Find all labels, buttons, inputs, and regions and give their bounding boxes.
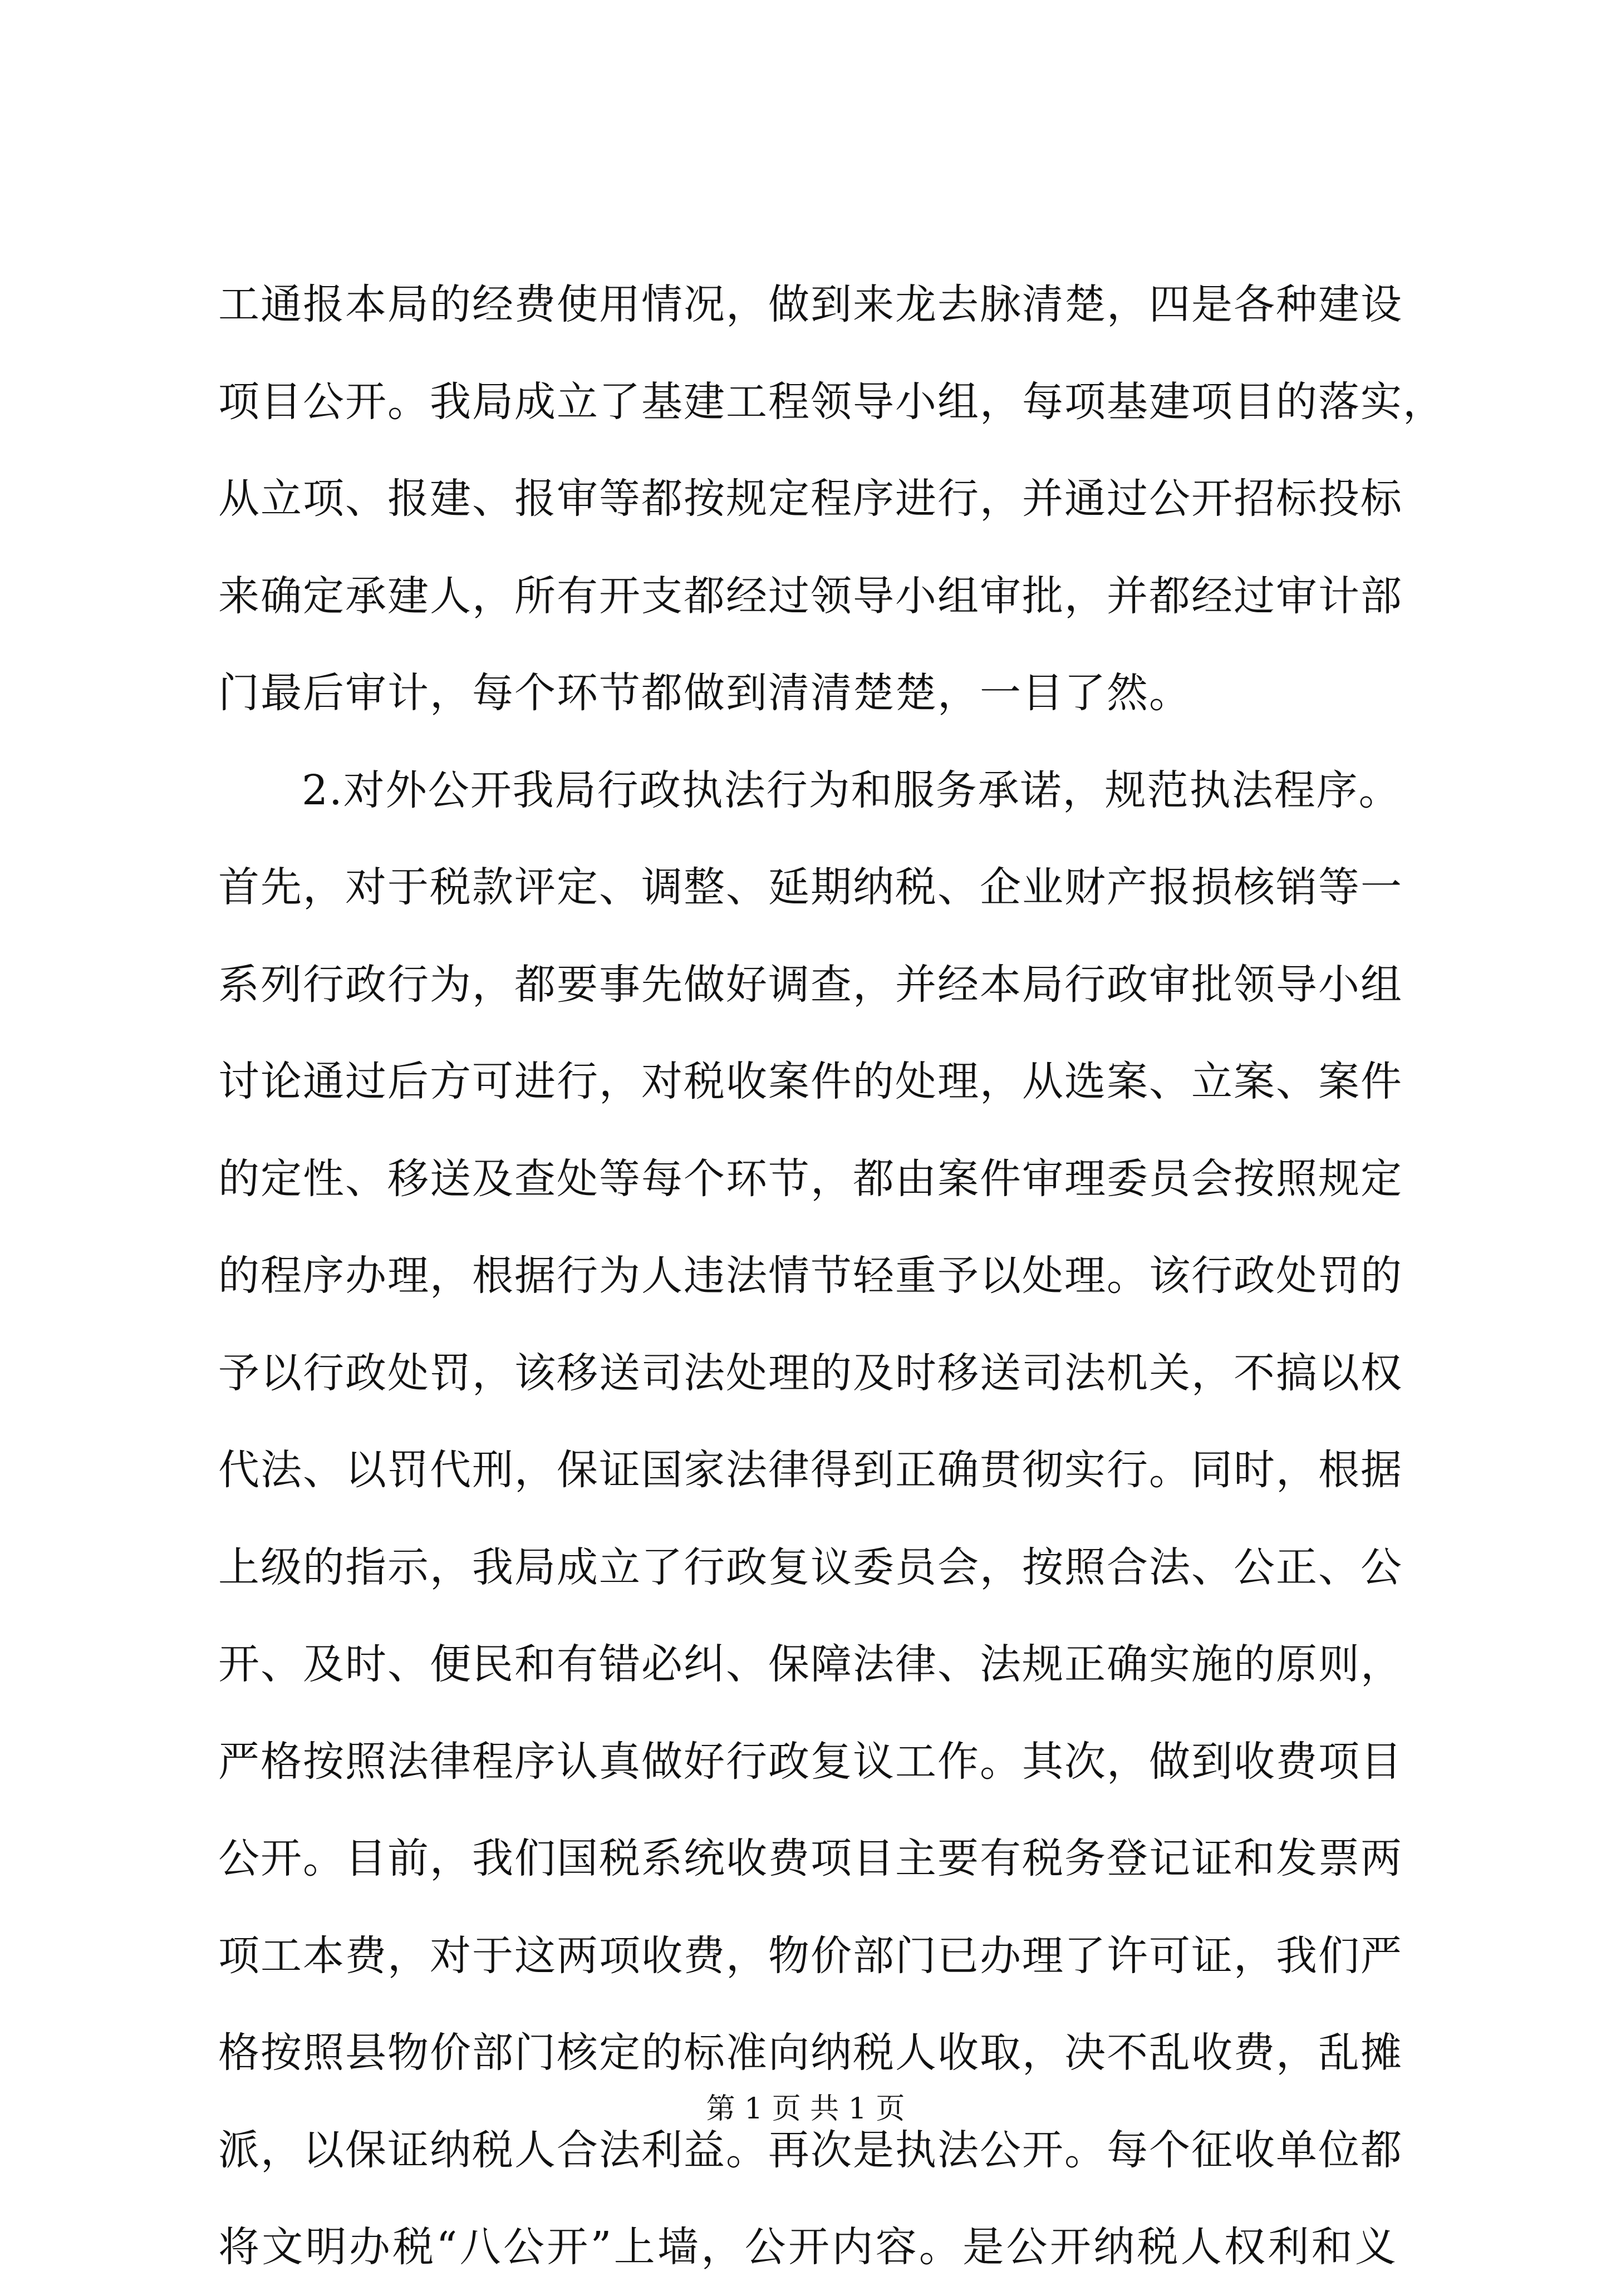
text-line: 项目公开。我局成立了基建工程领导小组，每项基建项目的落实，: [218, 377, 1445, 426]
text-line: 严格按照法律程序认真做好行政复议工作。其次，做到收费项目: [218, 1737, 1403, 1786]
text-line: 派，以保证纳税人合法利益。再次是执法公开。每个征收单位都: [218, 2126, 1403, 2174]
page-number-footer: 第 1 页 共 1 页: [706, 2092, 905, 2126]
text-line: 将文明办税“八公开”上墙，公开内容。是公开纳税人权利和义: [218, 2223, 1397, 2271]
text-line: 的定性、移送及查处等每个环节，都由案件审理委员会按照规定: [218, 1154, 1403, 1203]
text-line: 来确定承建人，所有开支都经过领导小组审批，并都经过审计部: [218, 572, 1403, 620]
text-line: 系列行政行为，都要事先做好调查，并经本局行政审批领导小组: [218, 960, 1403, 1009]
text-line: 格按照县物价部门核定的标准向纳税人收取，决不乱收费，乱摊: [218, 2029, 1403, 2077]
text-line: 工通报本局的经费使用情况，做到来龙去脉清楚，四是各种建设: [218, 281, 1403, 328]
text-line: 予以行政处罚，该移送司法处理的及时移送司法机关，不搞以权: [218, 1349, 1403, 1397]
text-line: 上级的指示，我局成立了行政复议委员会，按照合法、公正、公: [218, 1543, 1403, 1591]
text-line: 2.对外公开我局行政执法行为和服务承诺，规范执法程序。: [302, 766, 1401, 814]
text-line: 代法、以罚代刑，保证国家法律得到正确贯彻实行。同时，根据: [218, 1446, 1403, 1494]
document-body: [218, 256, 1445, 2296]
text-line: 从立项、报建、报审等都按规定程序进行，并通过公开招标投标: [218, 475, 1403, 523]
text-line: 的程序办理，根据行为人违法情节轻重予以处理。该行政处罚的: [218, 1252, 1403, 1300]
text-line: 公开。目前，我们国税系统收费项目主要有税务登记证和发票两: [218, 1835, 1403, 1882]
text-line: 开、及时、便民和有错必纠、保障法律、法规正确实施的原则，: [218, 1640, 1403, 1688]
paragraph-2: [218, 742, 1403, 2296]
text-line: 门最后审计，每个环节都做到清清楚楚，一目了然。: [218, 669, 1191, 717]
text-line: 讨论通过后方可进行，对税收案件的处理，从选案、立案、案件: [218, 1058, 1403, 1105]
text-line: 首先，对于税款评定、调整、延期纳税、企业财产报损核销等一: [218, 863, 1403, 911]
text-line: 项工本费，对于这两项收费，物价部门已办理了许可证，我们严: [218, 1931, 1403, 1980]
paragraph-1: [218, 256, 1445, 742]
